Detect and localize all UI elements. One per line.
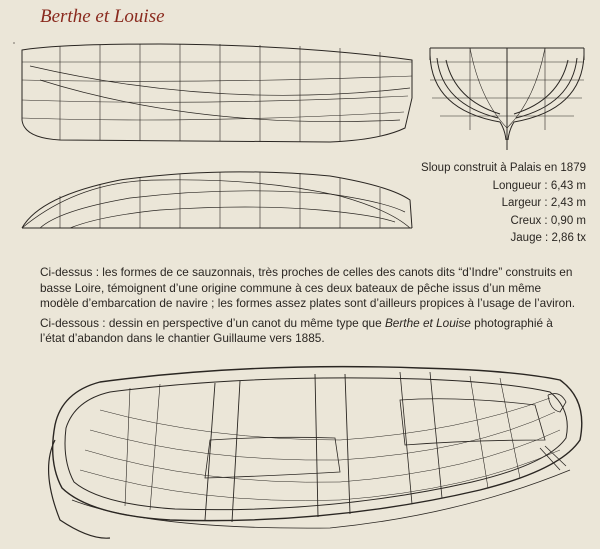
captions [40,265,580,351]
page-title: Berthe et Louise [40,6,165,27]
caption-below: Ci-dessous : dessin en perspective d’un canot du même type que Berthe et Louise photographié à l’état d’abandon dans le chantier Guillaume vers 1885. [40,315,553,346]
sheer-plan-drawing [14,42,412,142]
spec-row: Creux : 0,90 m [510,214,586,227]
caption-above: Ci-dessus : les formes de ce sauzonnais, très proches de celles des canots dits “d’Indre” construits en basse Loire, témoignent d’une origine commune à ces deux bateaux de pêche issus d’un même modèle d’embarcation de navire ; les formes assez plates sont d’ailleurs propices à l’usage de l’aviron. [40,265,576,311]
perspective-boat-drawing [49,367,582,539]
spec-row: Longueur : 6,43 m [492,179,586,192]
half-breadth-drawing [22,172,412,228]
specs-heading: Sloup construit à Palais en 1879 [421,162,586,174]
specifications [420,160,586,248]
body-plan-drawing [430,48,584,150]
spec-row: Largeur : 2,43 m [501,197,586,209]
boat-name-italic: Berthe et Louise [384,315,471,330]
spec-row: Jauge : 2,86 tx [510,232,586,244]
